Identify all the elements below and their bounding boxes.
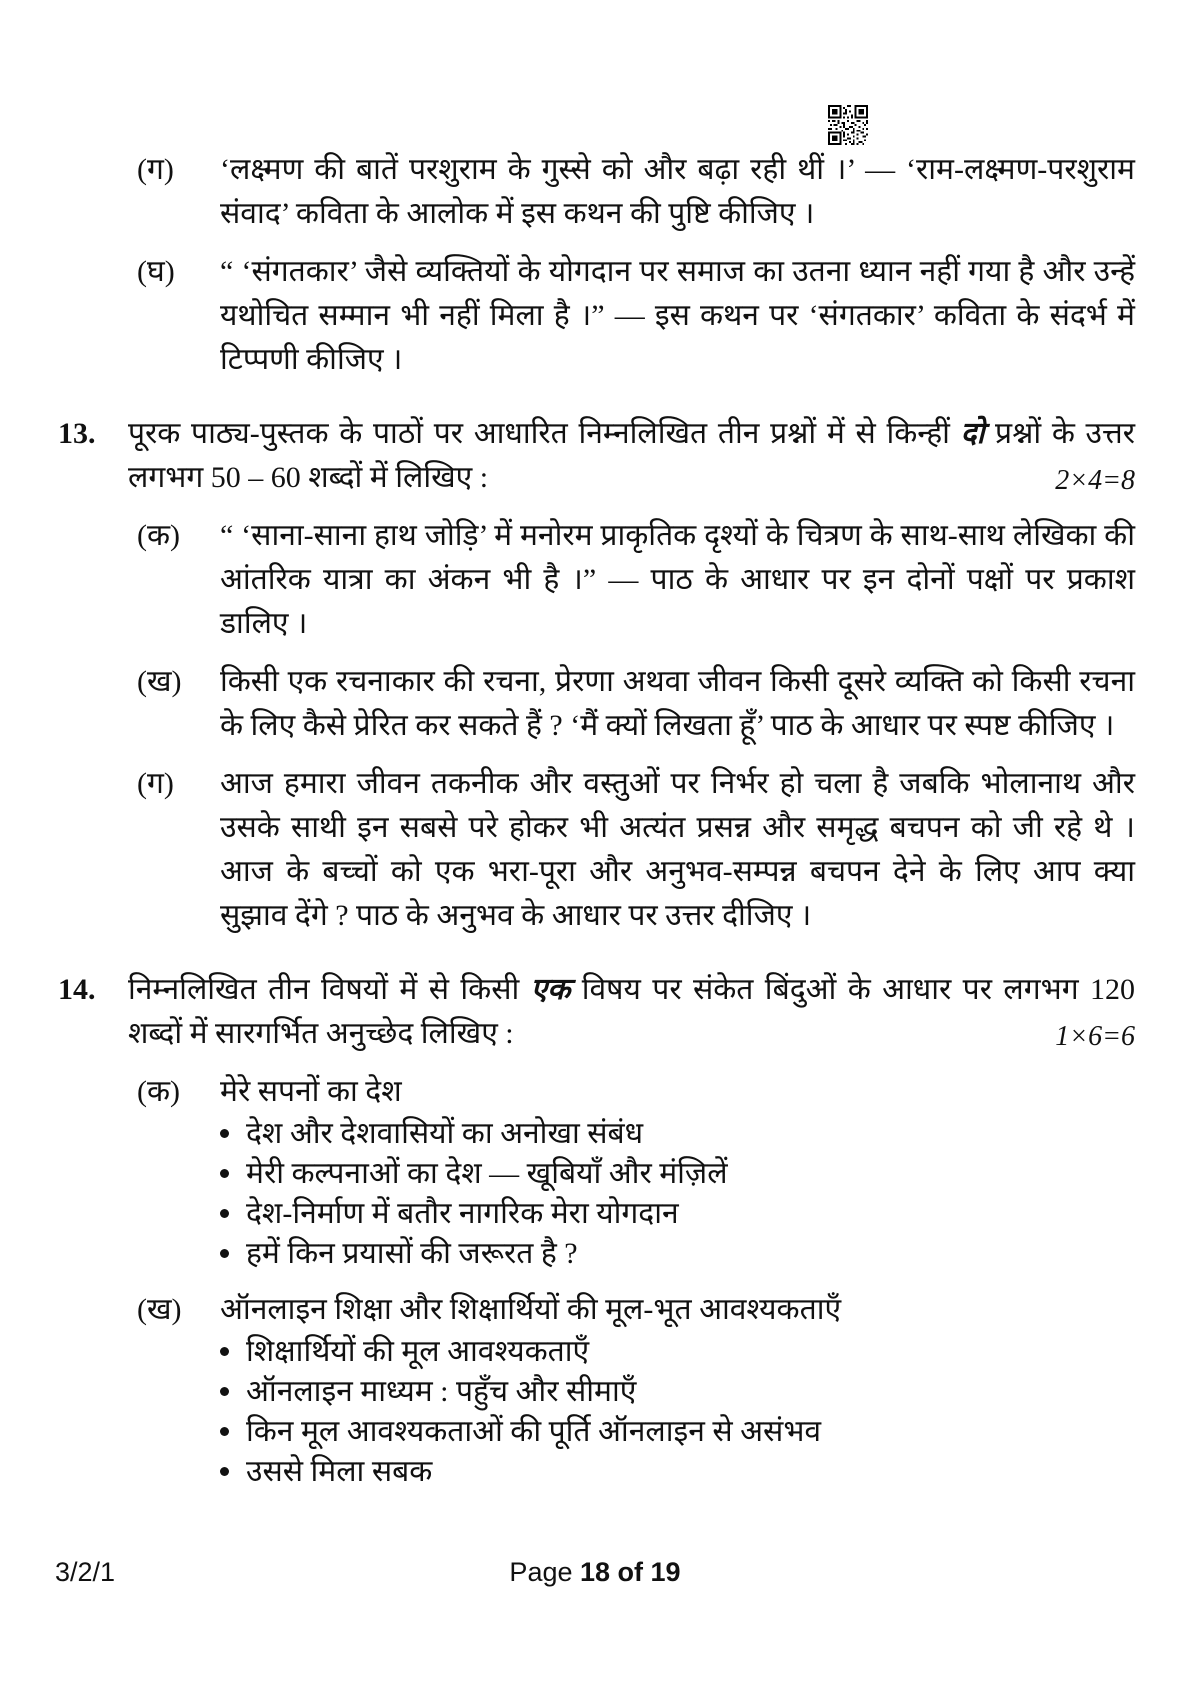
page-footer <box>55 1554 1135 1590</box>
intro-text: निम्नलिखित तीन विषयों में से किसी <box>128 973 531 1006</box>
part-label: (ग) <box>137 767 174 800</box>
bullet-text: किन मूल आवश्यकताओं की पूर्ति ऑनलाइन से असंभव <box>246 1415 822 1448</box>
question-body <box>128 968 1135 1056</box>
question-14 <box>58 968 1135 1056</box>
bullet-icon <box>220 1387 229 1396</box>
marks-value: 1×6=6 <box>1045 1020 1135 1054</box>
page-label: Page <box>509 1557 573 1587</box>
list-item <box>220 1114 1135 1154</box>
question-13 <box>58 412 1135 500</box>
emphasis-word: एक <box>530 973 571 1006</box>
list-item <box>220 1194 1135 1234</box>
part-label: (क) <box>137 519 181 552</box>
question-13-part-ga <box>137 762 1135 938</box>
list-item <box>220 1372 1135 1412</box>
topic-title: ऑनलाइन शिक्षा और शिक्षार्थियों की मूल-भूत आवश्यकताएँ <box>220 1293 842 1326</box>
topic-block <box>220 1288 1135 1492</box>
question-14-topic-kha <box>137 1288 1135 1492</box>
bullet-text: उससे मिला सबक <box>246 1455 433 1488</box>
question-13-intro <box>128 412 1135 500</box>
part-label: (ख) <box>137 665 182 698</box>
bullet-text: मेरी कल्पनाओं का देश — खूबियाँ और मंज़िलें <box>246 1157 728 1190</box>
bullet-text: शिक्षार्थियों की मूल आवश्यकताएँ <box>246 1335 590 1368</box>
intro-text: पूरक पाठ्य-पुस्तक के पाठों पर आधारित निम्नलिखित तीन प्रश्नों में से किन्हीं <box>128 417 961 450</box>
intro-text: विषय पर संकेत बिंदुओं के आधार पर लगभग 120 शब्दों में सारगर्भित अनुच्छेद लिखिए : <box>128 973 1135 1050</box>
question-body <box>128 412 1135 500</box>
marks-value: 2×4=8 <box>1045 464 1135 498</box>
bullet-icon <box>220 1209 229 1218</box>
bullet-icon <box>220 1347 229 1356</box>
bullet-text: ऑनलाइन माध्यम : पहुँच और सीमाएँ <box>246 1375 637 1408</box>
question-number: 14. <box>58 973 96 1006</box>
bullet-text: हमें किन प्रयासों की जरूरत है ? <box>246 1237 578 1270</box>
question-13-part-ka <box>137 514 1135 646</box>
bullet-icon <box>220 1169 229 1178</box>
part-text: “ ‘साना-साना हाथ जोड़ि’ में मनोरम प्राकृतिक दृश्यों के चित्रण के साथ-साथ लेखिका की आंतरिक यात्रा का अंकन भी है ।” — पाठ के आधार पर इन दोनों पक्षों पर प्रकाश डालिए । <box>220 519 1135 640</box>
emphasis-word: दो <box>960 417 985 450</box>
bullet-text: देश और देशवासियों का अनोखा संबंध <box>246 1117 644 1150</box>
paper-code: 3/2/1 <box>55 1557 116 1587</box>
part-label: (घ) <box>137 255 175 288</box>
question-12-part-ga <box>137 148 1135 236</box>
topic-title: मेरे सपनों का देश <box>220 1075 402 1108</box>
question-number: 13. <box>58 417 96 450</box>
part-label: (ख) <box>137 1293 182 1326</box>
qr-code-icon <box>828 103 868 147</box>
question-13-part-kha <box>137 660 1135 748</box>
bullet-icon <box>220 1467 229 1476</box>
part-text: ‘लक्ष्मण की बातें परशुराम के गुस्से को और बढ़ा रही थीं ।’ — ‘राम-लक्ष्मण-परशुराम संवाद’ कविता के आलोक में इस कथन की पुष्टि कीजिए । <box>220 153 1135 230</box>
intro-text: प्रश्नों के उत्तर लगभग 50 – 60 शब्दों में लिखिए : <box>128 417 1135 494</box>
topic-block <box>220 1070 1135 1274</box>
bullet-icon <box>220 1249 229 1258</box>
list-item <box>220 1234 1135 1274</box>
part-label: (ग) <box>137 153 174 186</box>
bullet-icon <box>220 1427 229 1436</box>
list-item <box>220 1154 1135 1194</box>
part-text: किसी एक रचनाकार की रचना, प्रेरणा अथवा जीवन किसी दूसरे व्यक्ति को किसी रचना के लिए कैसे प्रेरित कर सकते हैं ? ‘मैं क्यों लिखता हूँ’ पाठ के आधार पर स्पष्ट कीजिए । <box>220 665 1135 742</box>
page-number: 18 of 19 <box>580 1557 681 1587</box>
bullet-icon <box>220 1129 229 1138</box>
question-14-intro <box>128 968 1135 1056</box>
list-item <box>220 1332 1135 1372</box>
list-item <box>220 1412 1135 1452</box>
question-14-topic-ka <box>137 1070 1135 1274</box>
part-text: आज हमारा जीवन तकनीक और वस्तुओं पर निर्भर हो चला है जबकि भोलानाथ और उसके साथी इन सबसे परे होकर भी अत्यंत प्रसन्न और समृद्ध बचपन को जी रहे थे । आज के बच्चों को एक भरा-पूरा और अनुभव-सम्पन्न बचपन देने के लिए आप क्या सुझाव देंगे ? पाठ के अनुभव के आधार पर उत्तर दीजिए । <box>220 767 1135 932</box>
question-12-part-gha <box>137 250 1135 382</box>
part-text: “ ‘संगतकार’ जैसे व्यक्तियों के योगदान पर समाज का उतना ध्यान नहीं गया है और उन्हें यथोचित सम्मान भी नहीं मिला है ।” — इस कथन पर ‘संगतकार’ कविता के संदर्भ में टिप्पणी कीजिए । <box>220 255 1135 376</box>
page-indicator <box>509 1554 680 1590</box>
part-label: (क) <box>137 1075 181 1108</box>
list-item <box>220 1452 1135 1492</box>
page-content <box>0 148 1190 1492</box>
bullet-text: देश-निर्माण में बतौर नागरिक मेरा योगदान <box>246 1197 679 1230</box>
